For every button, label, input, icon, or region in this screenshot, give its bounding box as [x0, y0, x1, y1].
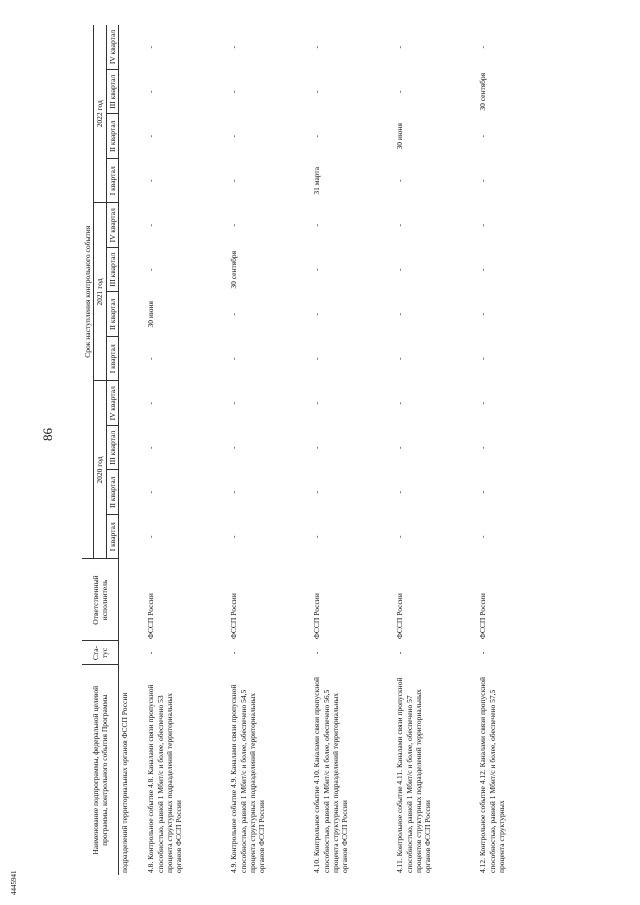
quarter-cell: -	[478, 313, 488, 316]
header-quarter: IV квартал	[106, 381, 118, 426]
header-quarter: II квартал	[106, 470, 118, 515]
quarter-cell: -	[229, 491, 239, 494]
quarter-cell	[119, 70, 146, 115]
quarter-cell: -	[312, 446, 322, 449]
quarter-cell	[119, 515, 146, 560]
quarter-cell: -	[478, 402, 488, 405]
header-quarter: III квартал	[106, 70, 118, 115]
quarter-cell: -	[395, 535, 405, 538]
quarter-cell: -	[312, 357, 322, 360]
quarter-cell: -	[146, 402, 156, 405]
event-name-cell: 4.12. Контрольное событие 4.12. Каналами связи пропускной способностью, равной 1 Мбит/с и более, обеспечено 57,5 процента структурных	[478, 676, 506, 873]
table-row	[477, 25, 560, 875]
status-cell: -	[312, 651, 322, 655]
header-quarter: I квартал	[106, 159, 118, 204]
table-row	[311, 25, 394, 875]
status-cell	[119, 641, 146, 665]
quarter-cell: -	[395, 224, 405, 227]
rotated-table-container	[82, 25, 630, 875]
quarter-cell: -	[229, 357, 239, 360]
quarter-cell: -	[478, 46, 488, 49]
quarter-cell: -	[395, 491, 405, 494]
quarter-cell	[119, 381, 146, 426]
status-cell: -	[229, 651, 239, 655]
quarter-cell: -	[395, 179, 405, 182]
header-quarter: I квартал	[106, 337, 118, 382]
quarter-cell: 30 сентября	[478, 72, 488, 111]
quarter-cell: -	[312, 535, 322, 538]
quarter-cell: -	[229, 535, 239, 538]
quarter-cell: -	[146, 90, 156, 93]
header-year-2022: 2022 год	[94, 25, 106, 203]
event-name-cell: подразделений территориальных органов ФССП России	[120, 692, 130, 873]
executor-cell: ФССП России	[312, 593, 322, 639]
executor-cell: ФССП России	[395, 593, 405, 639]
quarter-cell: -	[395, 313, 405, 316]
header-quarter: III квартал	[106, 426, 118, 471]
quarter-cell: -	[229, 90, 239, 93]
page-number: 86	[40, 428, 55, 441]
quarter-cell: -	[146, 135, 156, 138]
quarter-cell: -	[146, 179, 156, 182]
quarter-cell: -	[229, 313, 239, 316]
table-header	[82, 25, 119, 875]
quarter-cell: -	[478, 491, 488, 494]
quarter-cell: -	[478, 268, 488, 271]
quarter-cell: -	[395, 446, 405, 449]
quarter-cell: -	[395, 90, 405, 93]
quarter-cell: -	[478, 357, 488, 360]
header-quarter: IV квартал	[106, 203, 118, 248]
quarter-cell: -	[229, 224, 239, 227]
status-cell: -	[146, 651, 156, 655]
header-quarter: I квартал	[106, 515, 118, 560]
quarter-cell: -	[229, 446, 239, 449]
table-row	[394, 25, 477, 875]
executor-cell: ФССП России	[229, 593, 239, 639]
quarter-cell	[119, 292, 146, 337]
quarter-cell: -	[395, 46, 405, 49]
quarter-cell: -	[478, 135, 488, 138]
quarter-cell	[119, 203, 146, 248]
event-name-cell: 4.9. Контрольное событие 4.9. Каналами связи пропускной способностью, равной 1 Мбит/с и более, обеспечено 54,5 процента структурных подразделений территориальных органов ФССП России	[229, 684, 267, 873]
quarter-cell: -	[229, 402, 239, 405]
quarter-cell: -	[146, 491, 156, 494]
event-name-cell: 4.11. Контрольное событие 4.11. Каналами связи пропускной способностью, равной 1 Мбит/с и более, обеспечено 57 процентов структурных подразделений территориальных органов ФССП России	[395, 677, 433, 873]
quarter-cell: -	[478, 179, 488, 182]
header-quarter: II квартал	[106, 114, 118, 159]
executor-cell	[119, 559, 146, 641]
quarter-cell: -	[312, 402, 322, 405]
quarter-cell: -	[146, 535, 156, 538]
quarter-cell: -	[395, 357, 405, 360]
header-quarter: III квартал	[106, 248, 118, 293]
executor-cell: ФССП России	[146, 593, 156, 639]
quarter-cell: -	[229, 46, 239, 49]
quarter-cell	[119, 25, 146, 70]
event-name-cell: 4.8. Контрольное событие 4.8. Каналами связи пропускной способностью, равной 1 Мбит/с и более, обеспечено 53 процента структурных подразделений территориальных органов ФССП России	[146, 684, 184, 873]
quarter-cell: -	[146, 268, 156, 271]
quarter-cell	[119, 159, 146, 204]
quarter-cell: -	[312, 224, 322, 227]
header-executor: Ответственный исполнитель	[82, 559, 119, 641]
quarter-cell: -	[146, 446, 156, 449]
quarter-cell: -	[395, 402, 405, 405]
quarter-cell: -	[229, 179, 239, 182]
quarter-cell: -	[312, 46, 322, 49]
quarter-cell: -	[478, 446, 488, 449]
quarter-cell: -	[146, 224, 156, 227]
quarter-cell	[119, 248, 146, 293]
quarter-cell: 30 сентября	[229, 250, 239, 289]
executor-cell: ФССП России	[478, 593, 488, 639]
header-year-2020: 2020 год	[94, 381, 106, 559]
quarter-cell: -	[146, 357, 156, 360]
document-code: 4445941	[10, 870, 18, 895]
header-deadline: Срок наступления контрольного события	[82, 25, 94, 559]
header-name: Наименование подпрограммы, федеральной целевой программы, контрольного события Программы	[82, 665, 119, 875]
quarter-cell: 30 июня	[395, 123, 405, 150]
quarter-cell: -	[229, 135, 239, 138]
table-row	[145, 25, 228, 875]
table-body	[119, 25, 561, 875]
quarter-cell: -	[478, 535, 488, 538]
table-row	[228, 25, 311, 875]
status-cell: -	[478, 651, 488, 655]
quarter-cell	[119, 470, 146, 515]
quarter-cell: 31 марта	[312, 166, 322, 195]
quarter-cell: -	[312, 268, 322, 271]
quarter-cell: 30 июня	[146, 301, 156, 328]
table-row	[119, 25, 146, 875]
event-name-cell: 4.10. Контрольное событие 4.10. Каналами связи пропускной способностью, равной 1 Мбит/с и более, обеспечено 56,5 процента структурных подразделений территориальных органов ФССП России	[312, 676, 350, 873]
header-status: Ста-тус	[82, 641, 119, 665]
quarter-cell	[119, 426, 146, 471]
quarter-cell	[119, 114, 146, 159]
control-events-table	[82, 25, 560, 875]
header-quarter: II квартал	[106, 292, 118, 337]
header-year-2021: 2021 год	[94, 203, 106, 381]
quarter-cell: -	[146, 46, 156, 49]
status-cell: -	[395, 651, 405, 655]
quarter-cell	[119, 337, 146, 382]
quarter-cell: -	[312, 90, 322, 93]
quarter-cell: -	[395, 268, 405, 271]
quarter-cell: -	[312, 313, 322, 316]
quarter-cell: -	[478, 224, 488, 227]
quarter-cell: -	[312, 135, 322, 138]
header-quarter: IV квартал	[106, 25, 118, 70]
quarter-cell: -	[312, 491, 322, 494]
